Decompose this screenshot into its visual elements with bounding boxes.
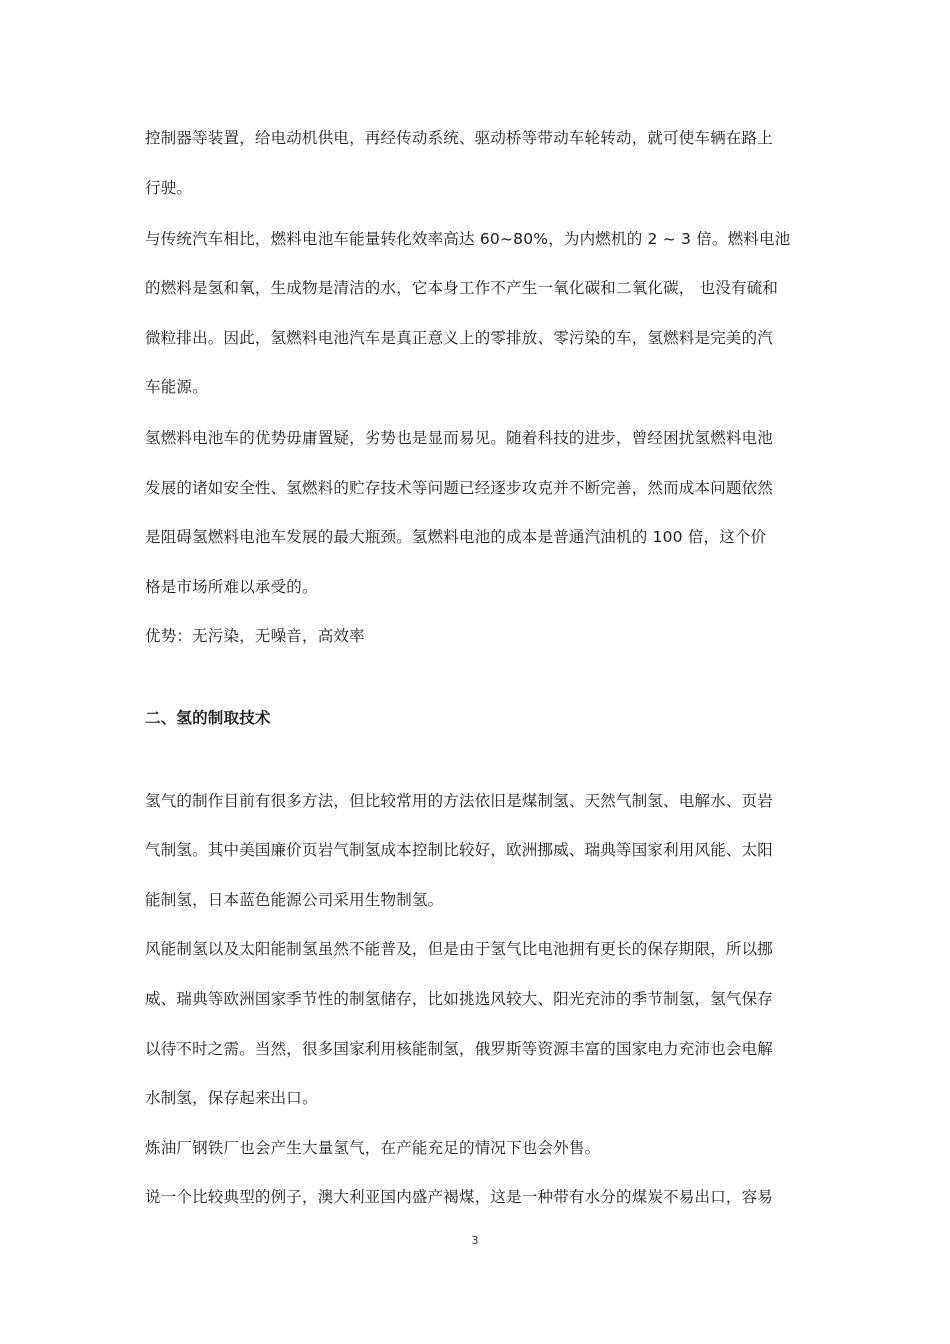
paragraph-line: 氢燃料电池车的优势毋庸置疑，劣势也是显而易见。随着科技的进步，曾经困扰氢燃料电池 bbox=[145, 429, 774, 447]
paragraph-line: 发展的诸如安全性、氢燃料的贮存技术等问题已经逐步攻克并不断完善，然而成本问题依然 bbox=[145, 479, 774, 497]
paragraph-line: 威、瑞典等欧洲国家季节性的制氢储存，比如挑选风较大、阳光充沛的季节制氢，氢气保存 bbox=[145, 990, 774, 1008]
paragraph-line: 控制器等装置，给电动机供电，再经传动系统、驱动桥等带动车轮转动，就可使车辆在路上 bbox=[145, 129, 774, 147]
paragraph-line: 以待不时之需。当然，很多国家利用核能制氢，俄罗斯等资源丰富的国家电力充沛也会电解 bbox=[145, 1040, 774, 1058]
paragraph-line: 微粒排出。因此，氢燃料电池汽车是真正意义上的零排放、零污染的车，氢燃料是完美的汽 bbox=[145, 329, 774, 347]
paragraph-line: 的燃料是氢和氧，生成物是清洁的水，它本身工作不产生一氧化碳和二氧化碳， 也没有硫和 bbox=[145, 279, 779, 297]
paragraph-line: 炼油厂钢铁厂也会产生大量氢气，在产能充足的情况下也会外售。 bbox=[145, 1139, 601, 1157]
paragraph-line: 说一个比较典型的例子，澳大利亚国内盛产褐煤，这是一种带有水分的煤炭不易出口，容易 bbox=[145, 1188, 774, 1206]
paragraph-line: 水制氢，保存起来出口。 bbox=[145, 1089, 318, 1107]
paragraph-line: 氢气的制作目前有很多方法，但比较常用的方法依旧是煤制氢、天然气制氢、电解水、页岩 bbox=[145, 792, 774, 810]
paragraph-line: 是阻碍氢燃料电池车发展的最大瓶颈。氢燃料电池的成本是普通汽油机的 100 倍，这个价 bbox=[145, 528, 767, 546]
page-number: 3 bbox=[471, 1234, 479, 1247]
paragraph-line: 车能源。 bbox=[145, 378, 208, 396]
paragraph-line: 风能制氢以及太阳能制氢虽然不能普及，但是由于氢气比电池拥有更长的保存期限，所以挪 bbox=[145, 940, 774, 958]
paragraph-line: 能制氢，日本蓝色能源公司采用生物制氢。 bbox=[145, 891, 444, 909]
paragraph-line: 气制氢。其中美国廉价页岩气制氢成本控制比较好，欧洲挪威、瑞典等国家利用风能、太阳 bbox=[145, 841, 774, 859]
paragraph-line: 优势：无污染，无噪音，高效率 bbox=[145, 627, 365, 645]
section-heading: 二、氢的制取技术 bbox=[145, 709, 271, 727]
paragraph-line: 行驶。 bbox=[145, 179, 193, 197]
paragraph-line: 与传统汽车相比，燃料电池车能量转化效率高达 60~80%，为内燃机的 2 ~ 3 倍。燃料电池 bbox=[145, 230, 791, 248]
paragraph-line: 格是市场所难以承受的。 bbox=[145, 578, 318, 596]
